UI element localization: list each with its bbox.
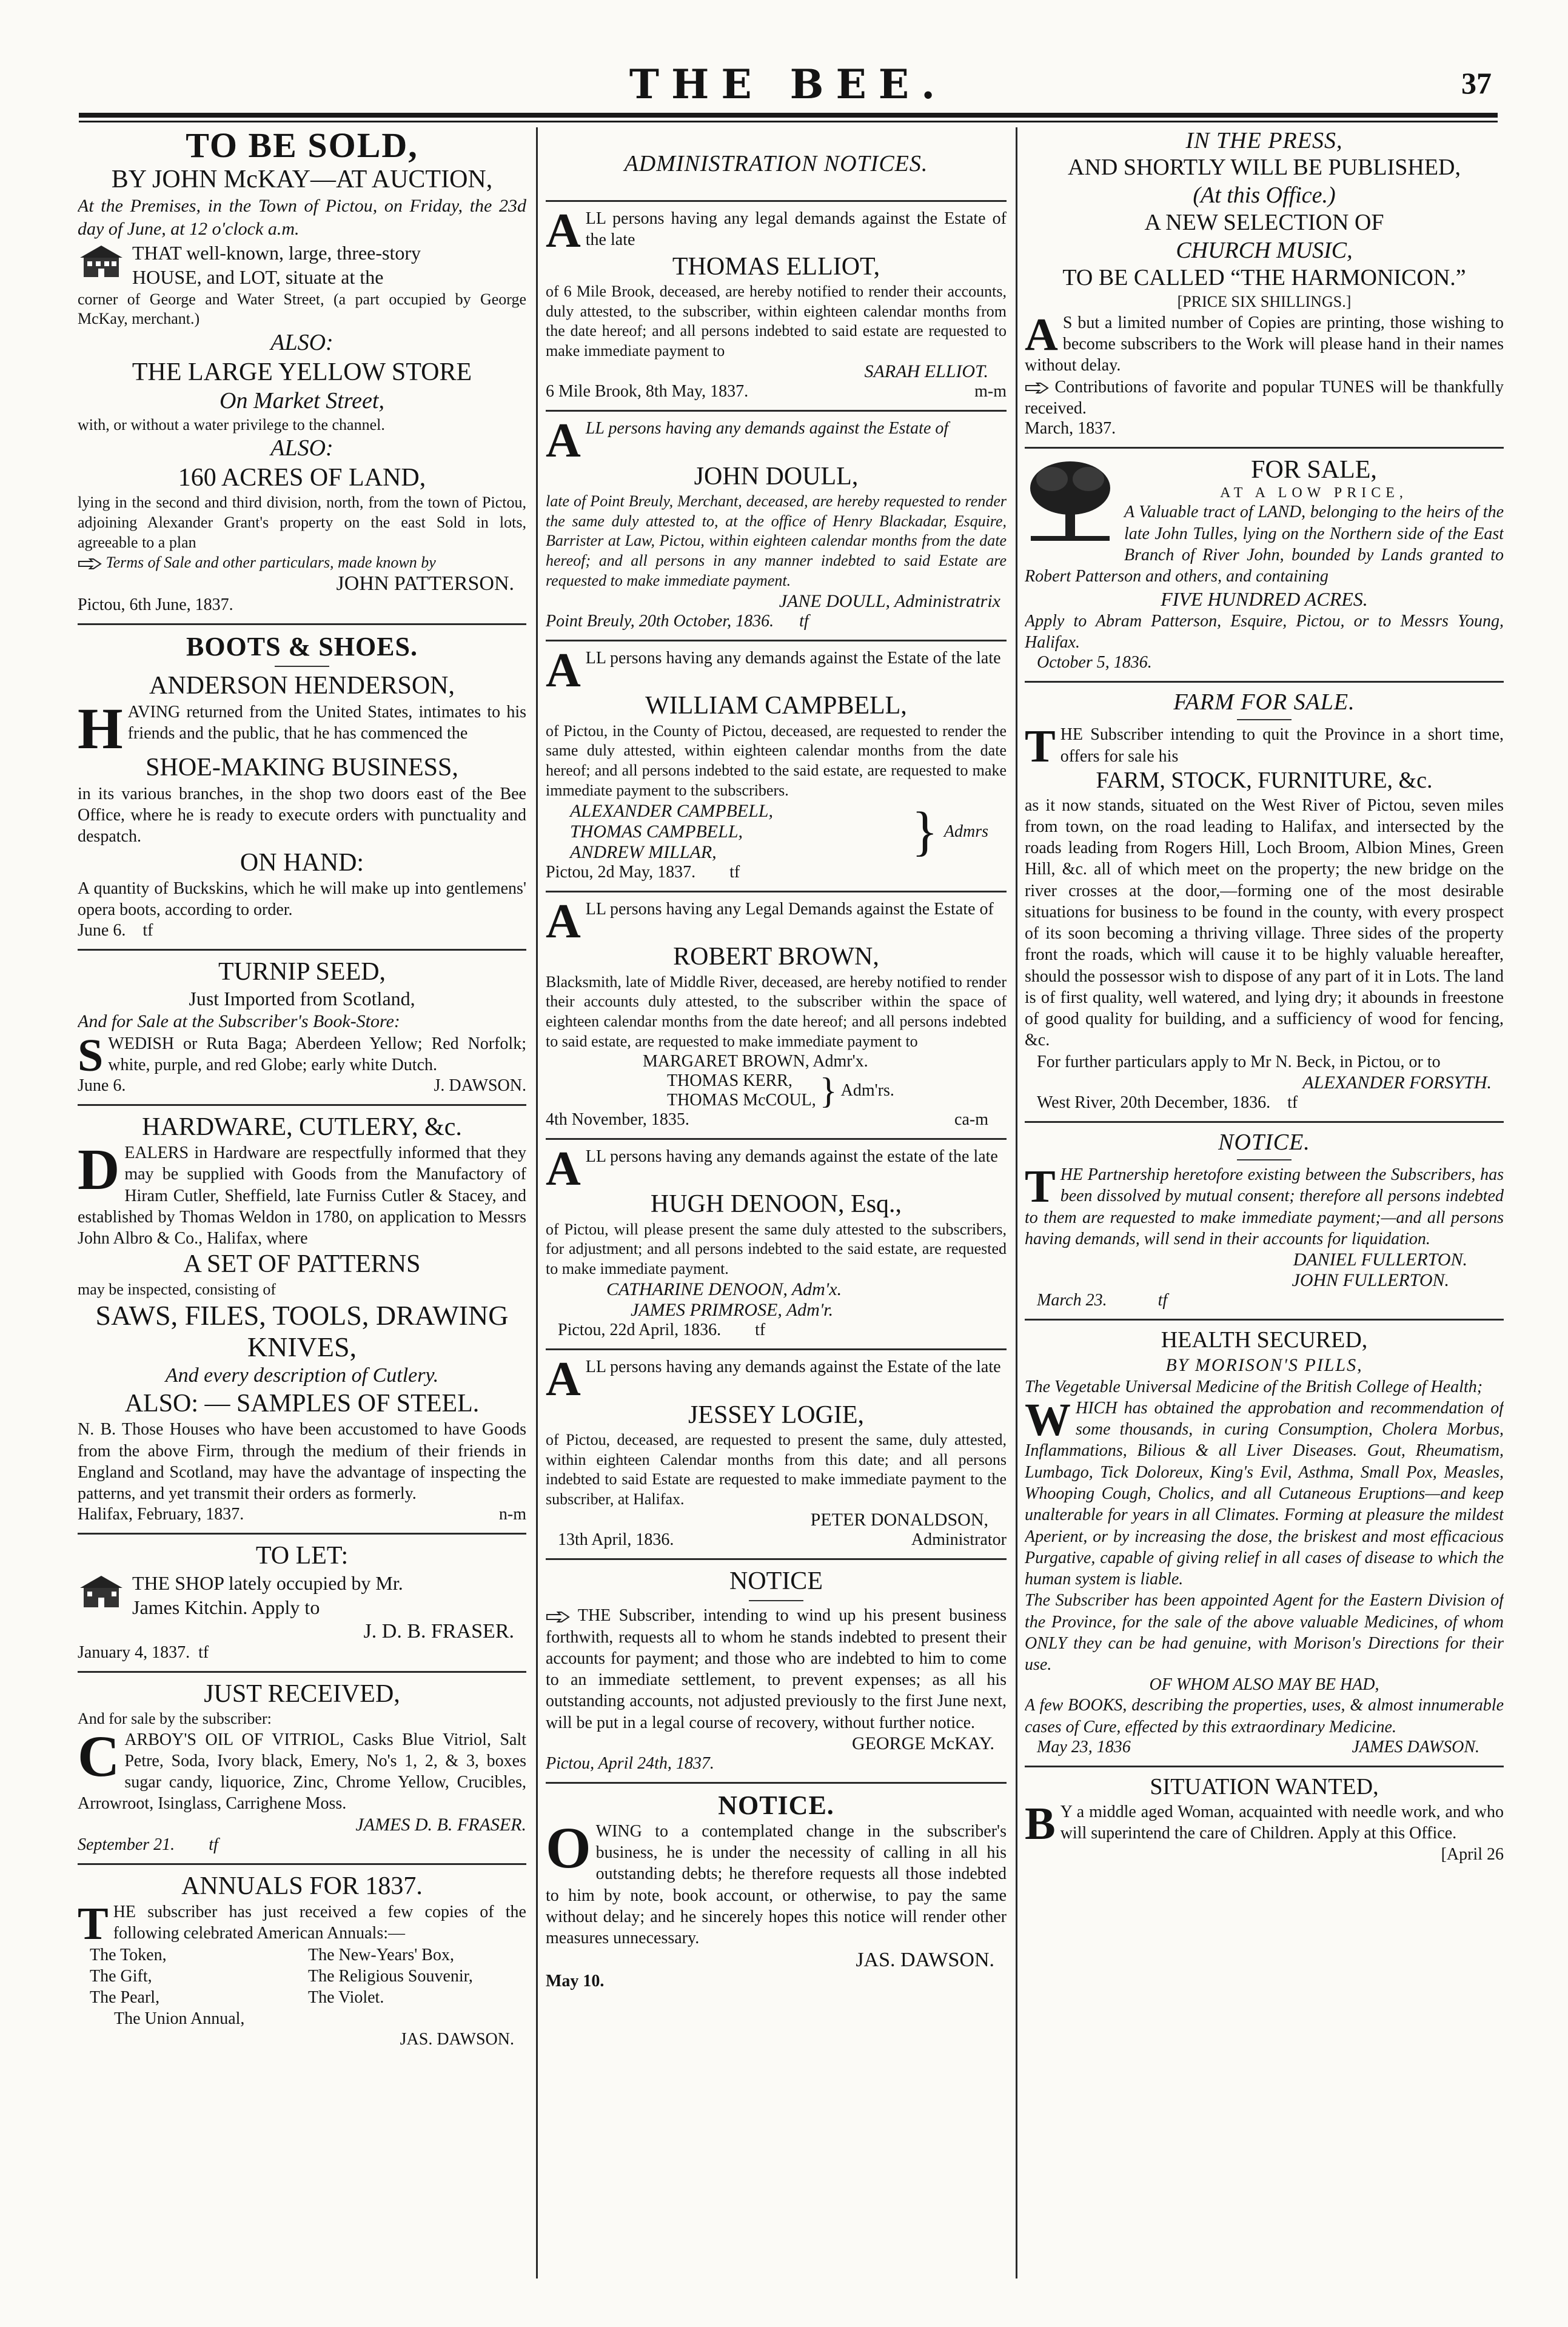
ad-subhead: CHURCH MUSIC,: [1176, 237, 1353, 263]
ad-to-be-sold: [78, 127, 526, 615]
list-item: The Violet.: [308, 1988, 384, 2007]
ad-situation-wanted: [1025, 1773, 1504, 1864]
ad-subhead: A NEW SELECTION OF: [1144, 210, 1384, 236]
notice-elliot: [546, 204, 1007, 401]
ad-mark: tf: [209, 1835, 218, 1854]
ad-subhead: SHOE-MAKING BUSINESS,: [146, 754, 458, 782]
ad-signature: J. DAWSON.: [434, 1076, 526, 1095]
ad-text: S but a limited number of Copies are printing, those wishing to become subscribers to the Work will please hand in their names without delay.: [1025, 313, 1504, 375]
ad-subline: At the Premises, in the Town of Pictou, on Friday, the 23d day of June, at 12 o'clock a.m.: [78, 196, 526, 239]
ad-subhead: On Market Street,: [219, 387, 384, 414]
notice-date: 4th November, 1835.: [546, 1110, 689, 1129]
ad-date: March, 1837.: [1025, 419, 1116, 438]
notice-text: WING to a contemplated change in the subscriber's business, he is under the necessity of calling in all his outstanding debts; he therefore requests all those indebted to him by note, book account, or otherwise, to pay the same without delay; and he sincerely hopes this notice will render other measures unnecessary.: [546, 1821, 1007, 1948]
ad-date: October 5, 1836.: [1037, 653, 1152, 672]
ad-signature: J. D. B. FRASER.: [363, 1619, 514, 1642]
ad-subhead: FIVE HUNDRED ACRES.: [1161, 588, 1368, 610]
ad-text: with, or without a water privilege to the channel.: [78, 415, 385, 434]
drop-cap: A: [546, 894, 581, 948]
ad-text: Y a middle aged Woman, acquainted with needle work, and who will superintend the care of Children. Apply at this Office.: [1060, 1802, 1504, 1843]
ad-subhead: And every description of Cutlery.: [165, 1364, 439, 1387]
article-separator: [78, 1671, 526, 1673]
ad-just-received: [78, 1679, 526, 1855]
article-separator: [78, 623, 526, 625]
notice-doull: [546, 414, 1007, 631]
article-separator: [78, 1104, 526, 1106]
article-separator: [546, 1348, 1007, 1350]
notice-signature: MARGARET BROWN, Admr'x.: [643, 1051, 868, 1071]
notice-signature: JAS. DAWSON.: [856, 1949, 994, 1972]
notice-mark: ca-m: [954, 1110, 988, 1129]
notice-text: THE Subscriber, intending to wind up his present business forthwith, requests all to whom he stands indebted to present their accounts for payment; and those who are indebted to him to come to an immediate settlement, to prevent expenses; as all his outstanding accounts, not adjusted previously to the first June next, will be put in a legal course of recovery, without further notice.: [546, 1606, 1007, 1732]
ad-subhead: ALSO:: [270, 330, 333, 355]
notice-date: 6 Mile Brook, 8th May, 1837.: [546, 381, 749, 401]
ad-health-secured: [1025, 1327, 1504, 1757]
ad-date: June 6.: [78, 920, 126, 940]
ad-headline: FOR SALE,: [1251, 456, 1377, 484]
drop-cap: W: [1025, 1394, 1071, 1445]
notice-mark: tf: [729, 862, 740, 882]
ad-boots-shoes: [78, 631, 526, 940]
ad-hardware: [78, 1112, 526, 1524]
ad-subhead: TO BE CALLED “THE HARMONICON.”: [1062, 265, 1466, 291]
notice-mark: tf: [1158, 1291, 1168, 1310]
notice-text: LL persons having any legal demands against the Estate of the late: [585, 209, 1007, 250]
notice-headline: NOTICE: [729, 1567, 823, 1595]
notice-text: of 6 Mile Brook, deceased, are hereby notified to render their accounts, duly attested, to the subscriber, within eighteen calendar months from the date hereof; and all persons indebted to said estate are requested to make immediate payment to: [546, 282, 1007, 360]
column-divider: [1016, 127, 1017, 2278]
list-item: The Gift,: [90, 1966, 152, 1986]
notice-signature: DANIEL FULLERTON.: [1293, 1250, 1467, 1270]
notice-dawson: [546, 1790, 1007, 1992]
ad-signature: JOHN PATTERSON.: [336, 572, 514, 595]
notice-signature: ALEXANDER CAMPBELL,: [570, 800, 773, 821]
notice-date: Pictou, April 24th, 1837.: [546, 1753, 714, 1773]
ad-mark: tf: [1287, 1093, 1298, 1112]
column-3: [1025, 127, 1504, 2278]
pointing-hand-icon: [1025, 382, 1049, 394]
notice-text: late of Point Breuly, Merchant, deceased, are hereby requested to render the same duly attested to, at the office of Henry Blackadar, Esquire, Barrister at Law, Pictou, within eighteen calendar months from the date hereof; and all persons in any manner indebted to said Estate are requested to make immediate payment.: [546, 492, 1007, 589]
ad-text: in its various branches, in the shop two doors east of the Bee Office, where he is ready to execute orders with punctuality and despatch.: [78, 784, 526, 846]
notice-signature: THOMAS McCOUL,: [667, 1090, 816, 1110]
ad-text: The Subscriber has been appointed Agent for the Eastern Division of the Province, for the sale of the above valuable Medicines, of whom ONLY they can be had genuine, with Morison's Directions for their use.: [1025, 1591, 1504, 1675]
drop-cap: T: [1025, 721, 1056, 772]
ad-text: HICH has obtained the approbation and recommendation of some thousands, in curing Consumption, Cholera Morbus, Inflammations, Bilious & all Liver Diseases. Gout, Rheumatism, Lumbago, Tick Doloreux, King's Evil, Asthma, Small Pox, Measles, Whooping Cough, Cholics, and all Cutaneous Eruptions—and keep unalterable for years in all Climates. Forming at pleasure the mildest Aperient, or by increasing the dose, the briskest and most efficacious Purgative, capable of giving relief in all cases of disease to which the human system is liable.: [1025, 1398, 1504, 1589]
notice-headline: NOTICE.: [718, 1790, 834, 1820]
deceased-name: ROBERT BROWN,: [673, 943, 879, 971]
ad-text: lying in the second and third division, north, from the town of Pictou, adjoining Alexander Grant's property on the east Sold in lots, agreeable to a plan: [78, 494, 526, 551]
ad-subhead: A SET OF PATTERNS: [183, 1250, 421, 1279]
ad-text: AVING returned from the United States, intimates to his friends and the public, that he has commenced the: [127, 702, 526, 743]
ad-text: Terms of Sale and other particulars, made known by: [106, 553, 436, 571]
drop-cap: T: [1025, 1161, 1056, 1212]
article-separator: [546, 200, 1007, 202]
notice-signature: THOMAS KERR,: [667, 1071, 792, 1090]
ad-date: Halifax, February, 1837.: [78, 1504, 244, 1524]
drop-cap: C: [78, 1723, 120, 1789]
ad-text: ARBOY'S OIL OF VITRIOL, Casks Blue Vitriol, Salt Petre, Soda, Ivory black, Emery, No's 1, 2, & 3, boxes sugar candy, liquorice, Zinc, Chrome Yellow, Crucibles, Arrowroot, Isinglass, Carrighene Moss.: [78, 1730, 526, 1813]
drop-cap: T: [78, 1898, 109, 1950]
notice-role: Adm'rs.: [840, 1080, 894, 1100]
notice-mckay: [546, 1566, 1007, 1773]
ad-turnip-seed: [78, 957, 526, 1096]
notice-mark: tf: [799, 611, 809, 631]
drop-cap: A: [546, 414, 581, 467]
ad-subhead: Just Imported from Scotland,: [189, 987, 415, 1009]
pointing-hand-icon: [546, 1611, 570, 1623]
ad-subhead: AND SHORTLY WILL BE PUBLISHED,: [1068, 155, 1461, 180]
ad-subhead: BY MORISON'S PILLS,: [1165, 1354, 1363, 1375]
house-icon: [78, 243, 125, 278]
notice-text: Blacksmith, late of Middle River, deceased, are hereby notified to render their accounts duly attested, to the subscriber within the space of eighteen calendar months from the date hereof; and all persons indebted to said estate, are requested to make immediate payment to: [546, 973, 1007, 1050]
ad-mark: n-m: [498, 1504, 526, 1524]
article-separator: [1025, 1319, 1504, 1321]
ad-date: [April 26: [1441, 1845, 1504, 1864]
drop-cap: A: [546, 204, 581, 258]
notice-signature: ANDREW MILLAR,: [570, 842, 717, 862]
ad-advertiser: ANDERSON HENDERSON,: [149, 672, 455, 700]
ad-byline: BY JOHN McKAY—AT AUCTION,: [111, 165, 493, 193]
short-rule: [275, 666, 329, 667]
notice-brown: [546, 894, 1007, 1130]
notice-text: of Pictou, will please present the same duly attested to the subscribers, for adjustment; and all persons indebted to the said estate, are requested to make immediate payment.: [546, 1220, 1007, 1278]
ad-to-let: [78, 1541, 526, 1662]
notice-campbell: [546, 643, 1007, 882]
drop-cap: A: [546, 1352, 581, 1406]
notice-date: May 10.: [546, 1972, 605, 1991]
article-separator: [546, 640, 1007, 641]
notice-text: LL persons having any demands against the Estate of the late: [585, 1357, 1001, 1376]
column-2: [546, 127, 1007, 2278]
ad-text: as it now stands, situated on the West River of Pictou, seven miles from town, on the road leading to Halifax, and intersected by the roads leading from Rogers Hill, Loch Broom, Albion Mines, Green Hill, &c. all of which meet on the property; the new bridge on the river crosses at the door,—forming one of the most desirable situations for business to be found in the county, with every prospect of its soon becoming a thriving village. Three sides of the property front the roads, which will cause it to be highly valuable hereafter, should the possessor wish to dispose of any part of it in Lots. The land is of first quality, well watered, and lying dry; it abounds in freestone of good quality for building, and a sufficiency of wood for fencing, &c.: [1025, 795, 1504, 1050]
ad-headline: IN THE PRESS,: [1185, 128, 1343, 153]
ad-subhead: And for Sale at the Subscriber's Book-Store:: [78, 1011, 400, 1032]
notice-text: LL persons having any demands against the Estate of: [585, 418, 949, 438]
masthead: [79, 61, 1498, 115]
ad-headline: HEALTH SECURED,: [1161, 1327, 1368, 1353]
notice-signature: PETER DONALDSON,: [810, 1509, 988, 1530]
notice-date: 13th April, 1836.: [558, 1530, 674, 1549]
article-separator: [78, 1863, 526, 1865]
brace: }: [911, 801, 938, 862]
notice-date: Pictou, 2d May, 1837.: [546, 862, 696, 882]
ad-subhead: ON HAND:: [240, 848, 364, 877]
ad-for-sale-land: [1025, 455, 1504, 672]
ad-subhead: ALSO:: [270, 435, 333, 461]
ad-text: HOUSE, and LOT, situate at the: [132, 266, 384, 289]
notice-signature: JAMES PRIMROSE, Adm'r.: [631, 1299, 834, 1320]
ad-date: May 23, 1836: [1037, 1737, 1131, 1756]
notice-logie: [546, 1352, 1007, 1550]
article-separator: [546, 1782, 1007, 1784]
notice-signature: JOHN FULLERTON.: [1292, 1270, 1449, 1291]
ad-subhead: And for sale by the subscriber:: [78, 1709, 272, 1727]
ad-signature: ALEXANDER FORSYTH.: [1302, 1073, 1492, 1093]
ad-farm-for-sale: [1025, 689, 1504, 1113]
list-item: The Pearl,: [90, 1988, 160, 2007]
ad-headline: TO LET:: [255, 1541, 349, 1570]
drop-cap: A: [1025, 309, 1058, 360]
ad-text: corner of George and Water Street, (a part occupied by George McKay, merchant.): [78, 290, 526, 328]
ad-date: September 21.: [78, 1835, 175, 1854]
newspaper-title: THE BEE.: [629, 61, 948, 108]
ad-subhead: 160 ACRES OF LAND,: [178, 463, 426, 492]
ad-subhead: SAWS, FILES, TOOLS, DRAWING KNIVES,: [95, 1299, 509, 1363]
notice-mark: tf: [755, 1320, 766, 1339]
ad-mark: tf: [198, 1642, 209, 1662]
ad-text: Apply to Abram Patterson, Esquire, Pictou, or to Messrs Young, Halifax.: [1025, 611, 1504, 652]
ad-text: N. B. Those Houses who have been accustomed to have Goods from the above Firm, through the medium of their friends in England and Scotland, may have the advantage of inspecting the patterns, and yet transmit their orders as formerly.: [78, 1420, 526, 1504]
article-separator: [546, 891, 1007, 892]
ad-headline: SITUATION WANTED,: [1150, 1773, 1379, 1800]
masthead-rule-thin: [79, 121, 1498, 122]
ad-date: Pictou, 6th June, 1837.: [78, 595, 233, 615]
notice-signature: JANE DOULL, Administratrix: [779, 591, 1000, 611]
ad-date: June 6.: [78, 1076, 126, 1095]
ad-text: THE SHOP lately occupied by Mr.: [132, 1572, 403, 1594]
ad-subhead: FARM, STOCK, FURNITURE, &c.: [1096, 767, 1433, 793]
ad-headline: HARDWARE, CUTLERY, &c.: [142, 1113, 462, 1141]
article-separator: [78, 1533, 526, 1535]
column-1: [78, 127, 526, 2278]
notice-role: Admrs: [943, 822, 988, 841]
ad-text: A few BOOKS, describing the properties, uses, & almost innumerable cases of Cure, effected by this extraordinary Medicine.: [1025, 1696, 1504, 1736]
drop-cap: D: [78, 1137, 120, 1202]
deceased-name: JESSEY LOGIE,: [688, 1401, 865, 1429]
notice-signature: SARAH ELLIOT.: [864, 361, 988, 381]
notice-text: LL persons having any demands against the estate of the late: [585, 1147, 998, 1166]
ad-headline: TURNIP SEED,: [218, 957, 386, 986]
pointing-hand-icon: [78, 558, 102, 570]
ad-annuals: [78, 1871, 526, 2049]
price-note: [PRICE SIX SHILLINGS.]: [1177, 292, 1352, 310]
ad-text: EALERS in Hardware are respectfully informed that they may be supplied with Goods from the Manufactory of Hiram Cutler, Sheffield, late Furniss Cutler & Stacey, and established by Thomas Weldon in 1780, on application to Messrs John Albro & Co., Halifax, where: [78, 1143, 526, 1248]
notice-text: of Pictou, deceased, are requested to present the same, duly attested, within eighteen Calendar months from this date; and all persons indebted to said Estate are requested to make immediate payment to the subscriber, at Halifax.: [546, 1430, 1007, 1508]
ad-text: HE Subscriber intending to quit the Province in a short time, offers for sale his: [1060, 725, 1504, 766]
ad-headline: BOOTS & SHOES.: [186, 632, 418, 662]
ad-subhead: OF WHOM ALSO MAY BE HAD,: [1149, 1675, 1379, 1695]
notice-date: Point Breuly, 20th October, 1836.: [546, 611, 774, 631]
deceased-name: JOHN DOULL,: [694, 462, 859, 491]
notice-text: LL persons having any Legal Demands against the Estate of: [585, 899, 994, 919]
brace: }: [819, 1070, 837, 1111]
notice-signature: CATHARINE DENOON, Adm'x.: [606, 1279, 842, 1299]
ad-date: January 4, 1837.: [78, 1642, 190, 1662]
notice-mark: m-m: [974, 381, 1007, 401]
list-item: The Religious Souvenir,: [308, 1966, 473, 1986]
ad-headline: ANNUALS FOR 1837.: [181, 1872, 423, 1900]
column-divider: [536, 127, 538, 2278]
annuals-list: [78, 1944, 526, 2009]
article-separator: [546, 1558, 1007, 1560]
drop-cap: A: [546, 1142, 581, 1196]
notice-headline: NOTICE.: [1218, 1130, 1310, 1155]
ad-subhead: (At this Office.): [1193, 182, 1336, 208]
section-heading: ADMINISTRATION NOTICES.: [624, 151, 928, 176]
ad-signature: JAS. DAWSON.: [400, 2029, 514, 2049]
notice-role: Administrator: [911, 1530, 1007, 1549]
ad-headline: FARM FOR SALE.: [1173, 689, 1355, 715]
article-separator: [1025, 1766, 1504, 1767]
notice-text: of Pictou, in the County of Pictou, deceased, are requested to render the same duly attested, within eighteen calendar months from the date hereof; and all persons indebted to the said estate, are requested to make immediate payment to the subscribers.: [546, 722, 1007, 799]
ad-subhead: ALSO: — SAMPLES OF STEEL.: [124, 1390, 480, 1418]
ad-text: A Valuable tract of LAND, belonging to the heirs of the late John Tulles, lying on the Northern side of the East Branch of River John, bounded by Lands granted to Robert Patterson and others, and containing: [1025, 503, 1504, 586]
drop-cap: B: [1025, 1798, 1056, 1849]
article-separator: [546, 1138, 1007, 1140]
ad-text: A quantity of Buckskins, which he will make up into gentlemens' opera boots, according to order.: [78, 879, 526, 920]
article-separator: [546, 410, 1007, 412]
house-icon: [78, 1573, 125, 1609]
list-item: The Token,: [90, 1945, 167, 1964]
notice-signature: THOMAS CAMPBELL,: [570, 821, 743, 842]
ad-text: Contributions of favorite and popular TUNES will be thankfully received.: [1025, 377, 1504, 418]
ad-in-the-press: [1025, 127, 1504, 438]
article-separator: [1025, 1121, 1504, 1123]
tree-icon: [1025, 455, 1116, 546]
ad-text: HE subscriber has just received a few copies of the following celebrated American Annuals:—: [113, 1903, 526, 1943]
article-separator: [1025, 681, 1504, 683]
list-item: The Union Annual,: [114, 2009, 245, 2029]
ad-subhead: The Vegetable Universal Medicine of the British College of Health;: [1025, 1377, 1483, 1396]
notice-date: Pictou, 22d April, 1836.: [558, 1320, 722, 1339]
short-rule: [749, 1600, 803, 1601]
ad-text: WEDISH or Ruta Baga; Aberdeen Yellow; Red Norfolk; white, purple, and red Globe; early white Dutch.: [108, 1034, 526, 1075]
deceased-name: HUGH DENOON, Esq.,: [650, 1190, 902, 1219]
notice-partnership: [1025, 1129, 1504, 1310]
notice-text: LL persons having any demands against the Estate of the late: [585, 648, 1001, 668]
ad-signature: JAMES D. B. FRASER.: [355, 1814, 526, 1835]
ad-headline: JUST RECEIVED,: [204, 1679, 400, 1708]
notice-date: March 23.: [1037, 1291, 1107, 1310]
notice-signature: GEORGE McKAY.: [851, 1733, 994, 1753]
article-separator: [78, 949, 526, 951]
ad-mark: tf: [142, 920, 153, 940]
article-separator: [1025, 447, 1504, 449]
ad-headline: TO BE SOLD,: [186, 127, 418, 165]
ad-date: West River, 20th December, 1836.: [1037, 1093, 1271, 1112]
short-rule: [1237, 1159, 1292, 1160]
short-rule: [1237, 719, 1292, 720]
drop-cap: H: [78, 695, 123, 761]
drop-cap: O: [546, 1815, 591, 1880]
page-number: 37: [1461, 66, 1492, 100]
deceased-name: WILLIAM CAMPBELL,: [645, 692, 907, 720]
ad-subhead: THE LARGE YELLOW STORE: [132, 358, 472, 386]
list-item: The New-Years' Box,: [308, 1945, 454, 1964]
drop-cap: S: [78, 1030, 104, 1082]
ad-signature: JAMES DAWSON.: [1352, 1737, 1479, 1756]
masthead-rule-thick: [79, 113, 1498, 118]
notice-text: HE Partnership heretofore existing between the Subscribers, has been dissolved by mutual consent; therefore all persons indebted to them are requested to make immediate payment;—and all persons having demands, will send in their accounts for liquidation.: [1025, 1165, 1504, 1248]
notice-denoon: [546, 1142, 1007, 1340]
ad-text: James Kitchin. Apply to: [132, 1596, 320, 1619]
ad-text: For further particulars apply to Mr N. Beck, in Pictou, or to: [1037, 1052, 1441, 1071]
ad-text: may be inspected, consisting of: [78, 1280, 276, 1298]
ad-subhead: AT A LOW PRICE,: [1220, 485, 1408, 501]
deceased-name: THOMAS ELLIOT,: [672, 252, 880, 281]
ad-text: THAT well-known, large, three-story: [132, 241, 421, 264]
drop-cap: A: [546, 643, 581, 697]
